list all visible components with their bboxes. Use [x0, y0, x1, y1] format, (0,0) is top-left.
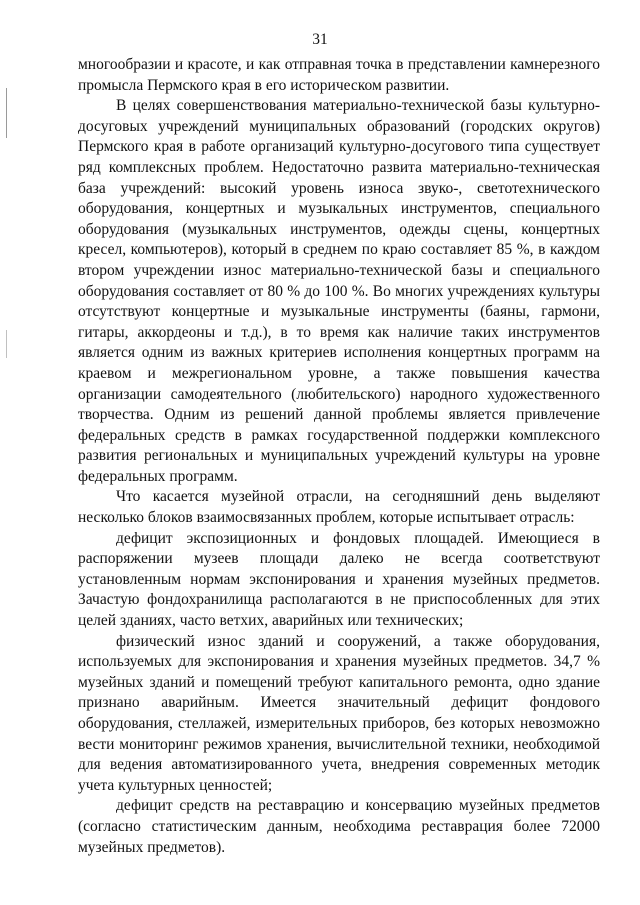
paragraph: дефицит средств на реставрацию и консервацию музейных предметов (согласно статистическим данным, необходима реставрация более 72000 музейных предметов). [78, 797, 600, 856]
paragraph: Что касается музейной отрасли, на сегодняшний день выделяют несколько блоков взаимосвязанных проблем, которые испытывает отрасль: [78, 488, 600, 527]
paragraph: физический износ зданий и сооружений, а также оборудования, используемых для экспонирования и хранения музейных предметов. 34,7 % музейных зданий и помещений требуют капитального ремонта, одно здание признано аварийным. Имеется значительный дефицит фондового оборудования, стеллажей, измерительных приборов, без которых невозможно вести мониторинг режимов хранения, вычислительной техники, необходимой для ведения автоматизированного учета, внедрения современных методик учета культурных ценностей; [78, 632, 600, 794]
paragraph: В целях совершенствования материально-технической базы культурно-досуговых учреждений муниципальных образований (городских округов) Пермского края в работе организаций культурно-досугового типа существует ряд комплексных проблем. Недостаточно развита материально-техническая база учреждений: высокий уровень износа звуко-, светотехнического оборудования, концертных и музыкальных инструментов, специального оборудования (музыкальных инструментов, одежды сцены, концертных кресел, компьютеров), который в среднем по краю составляет 85 %, в каждом втором учреждении износ материально-технической базы и специального оборудования составляет от 80 % до 100 %. Во многих учреждениях культуры отсутствуют концертные и музыкальные инструменты (баяны, гармони, гитары, аккордеоны и т.д.), в то время как наличие таких инструментов является одним из важных критериев исполнения концертных программ на краевом и межрегиональном уровне, а также повышения качества организации самодеятельного (любительского) народного художественного творчества. Одним из решений данной проблемы является привлечение федеральных средств в рамках государственной поддержки комплексного развития региональных и муниципальных учреждений культуры на уровне федеральных программ. [78, 97, 600, 485]
scan-edge-mark [6, 88, 7, 138]
paragraph: дефицит экспозиционных и фондовых площадей. Имеющиеся в распоряжении музеев площади далеко не всегда соответствуют установленным нормам экспонирования и хранения музейных предметов. Зачастую фондохранилища располагаются в не приспособленных для этих целей зданиях, часто ветхих, аварийных или технических; [78, 529, 600, 630]
body-text [78, 55, 600, 858]
paragraph: многообразии и красоте, и как отправная точка в представлении камнерезного промысла Пермского края в его историческом развитии. [78, 56, 600, 94]
page-number: 31 [312, 31, 328, 48]
scan-edge-mark [6, 330, 7, 358]
